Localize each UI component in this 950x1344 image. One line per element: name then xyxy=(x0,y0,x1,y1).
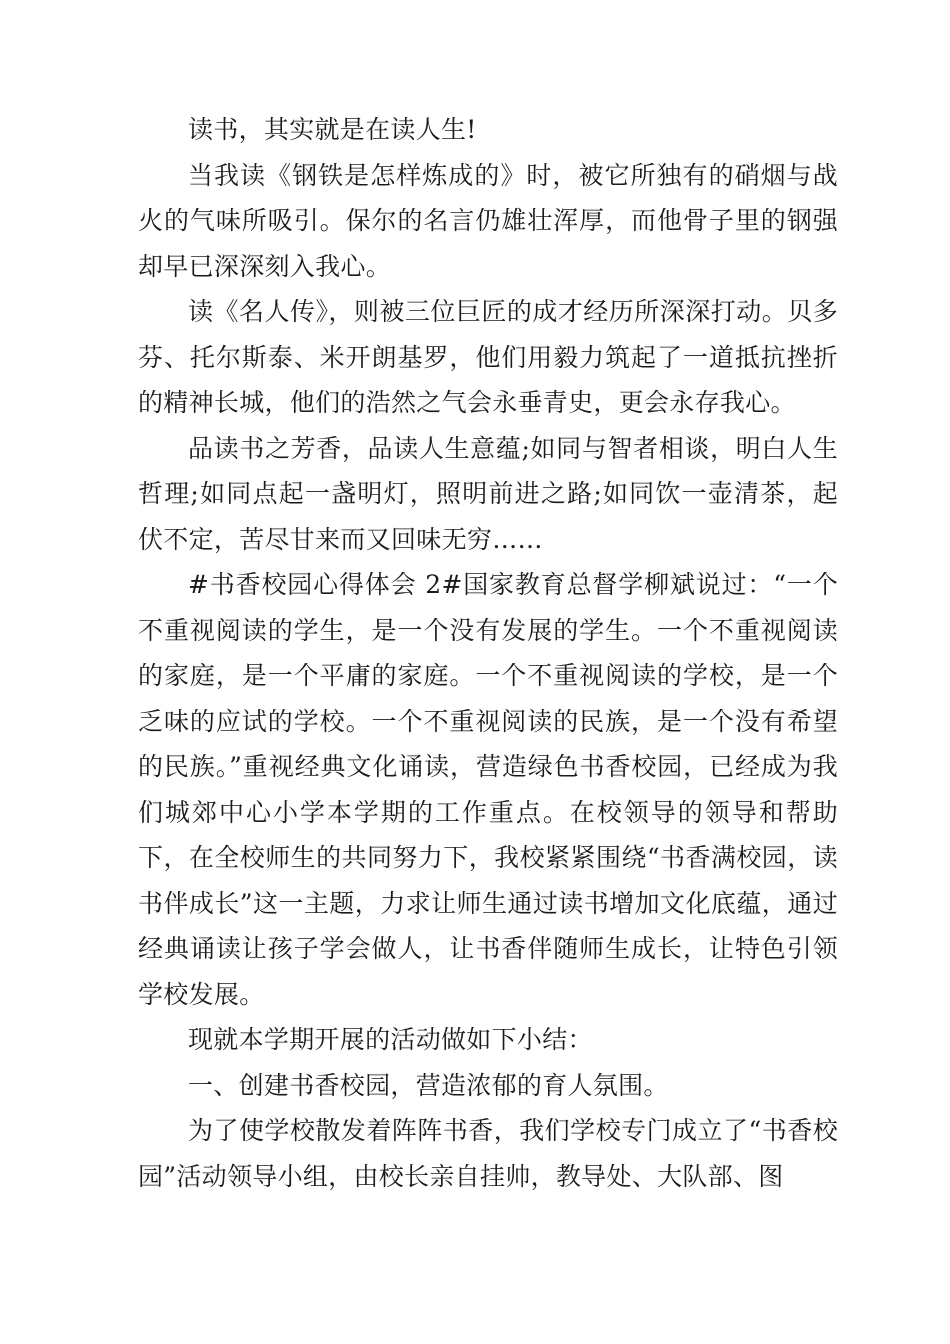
paragraph: 读《名人传》，则被三位巨匠的成才经历所深深打动。贝多芬、托尔斯泰、米开朗基罗，他们用毅力筑起了一道抵抗挫折的精神长城，他们的浩然之气会永垂青史，更会永存我心。 xyxy=(138,297,838,417)
paragraph: #书香校园心得体会 2#国家教育总督学柳斌说过：“一个不重视阅读的学生，是一个没有发展的学生。一个不重视阅读的家庭，是一个平庸的家庭。一个不重视阅读的学校，是一个乏味的应试的学校。一个不重视阅读的民族，是一个没有希望的民族。”重视经典文化诵读，营造绿色书香校园，已经成为我们城郊中心小学本学期的工作重点。在校领导的领导和帮助下，在全校师生的共同努力下，我校紧紧围绕“书香满校园，读书伴成长”这一主题，力求让师生通过读书增加文化底蕴，通过经典诵读让孩子学会做人，让书香伴随师生成长，让特色引领学校发展。 xyxy=(138,570,838,1009)
paragraph: 为了使学校散发着阵阵书香，我们学校专门成立了“书香校园”活动领导小组，由校长亲自挂帅，教导处、大队部、图 xyxy=(138,1116,838,1191)
paragraph: 品读书之芳香，品读人生意蕴;如同与智者相谈，明白人生哲理;如同点起一盏明灯，照明前进之路;如同饮一壶清茶，起伏不定，苦尽甘来而又回味无穷…… xyxy=(138,433,838,554)
paragraph: 当我读《钢铁是怎样炼成的》时，被它所独有的硝烟与战火的气味所吸引。保尔的名言仍雄壮浑厚，而他骨子里的钢强却早已深深刻入我心。 xyxy=(138,160,838,281)
paragraph: 现就本学期开展的活动做如下小结： xyxy=(188,1025,593,1054)
paragraph: 一、创建书香校园，营造浓郁的育人氛围。 xyxy=(188,1070,669,1100)
paragraph: 读书，其实就是在读人生! xyxy=(188,115,477,144)
document-body xyxy=(138,107,838,1199)
